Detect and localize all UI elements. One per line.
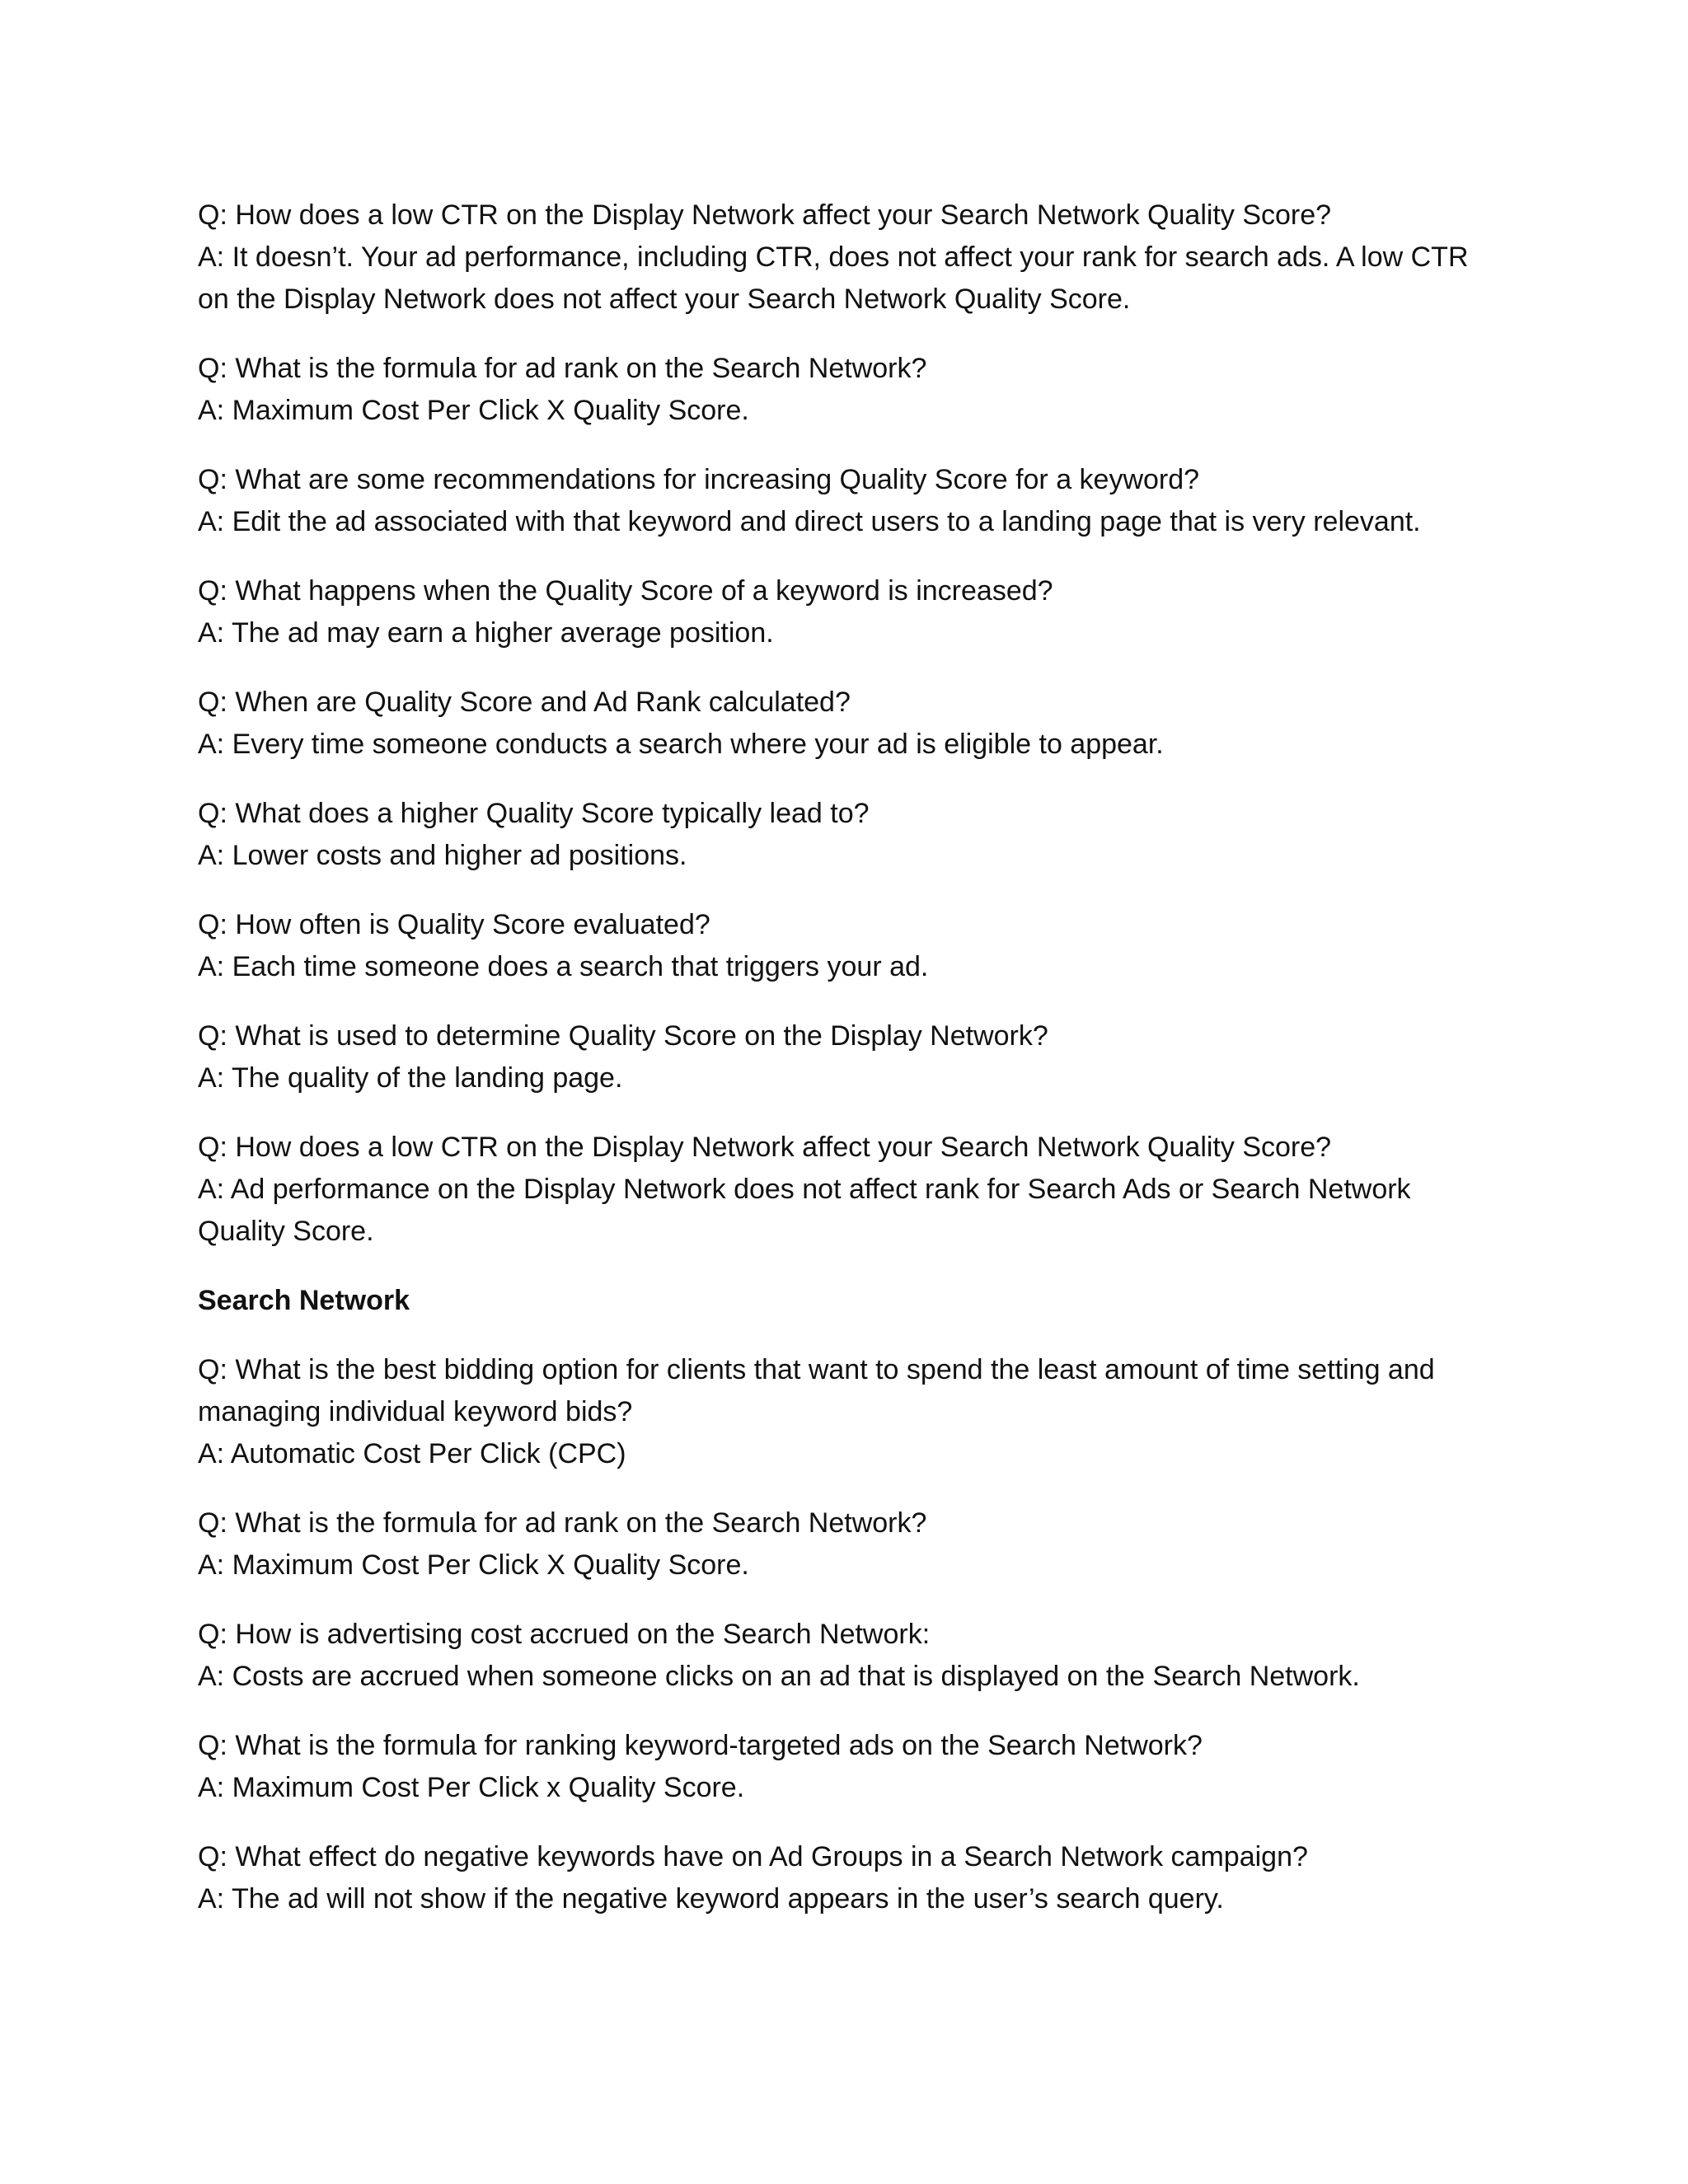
question-text: Q: How does a low CTR on the Display Network affect your Search Network Quality Score? (198, 1132, 1332, 1163)
question-text: Q: How is advertising cost accrued on the Search Network: (198, 1619, 931, 1650)
qa-item (198, 1836, 1500, 1920)
question-text: Q: What is the formula for ad rank on the Search Network? (198, 353, 927, 384)
question-text: Q: What is the formula for ad rank on the Search Network? (198, 1507, 927, 1539)
answer-text: A: Maximum Cost Per Click X Quality Score. (198, 395, 749, 426)
answer-text: A: Maximum Cost Per Click x Quality Score. (198, 1772, 745, 1803)
qa-item (198, 1127, 1500, 1253)
qa-item (198, 1015, 1500, 1099)
answer-text: A: Ad performance on the Display Network does not affect rank for Search Ads or Search Network Quality Score. (198, 1174, 1411, 1247)
question-text: Q: What effect do negative keywords have on Ad Groups in a Search Network campaign? (198, 1841, 1308, 1872)
answer-text: A: Automatic Cost Per Click (CPC) (198, 1438, 626, 1469)
question-text: Q: What is the formula for ranking keyword-targeted ads on the Search Network? (198, 1730, 1203, 1761)
question-text: Q: How often is Quality Score evaluated? (198, 909, 710, 940)
answer-text: A: Every time someone conducts a search where your ad is eligible to appear. (198, 729, 1164, 760)
answer-text: A: Maximum Cost Per Click X Quality Score. (198, 1549, 749, 1581)
answer-text: A: Costs are accrued when someone clicks on an ad that is displayed on the Search Network. (198, 1661, 1360, 1692)
qa-item (198, 348, 1500, 432)
answer-text: A: The ad will not show if the negative keyword appears in the user’s search query. (198, 1883, 1224, 1915)
answer-text: A: Lower costs and higher ad positions. (198, 840, 687, 871)
qa-item (198, 1614, 1500, 1698)
qa-item (198, 793, 1500, 877)
qa-item (198, 570, 1500, 654)
answer-text: A: Edit the ad associated with that keyword and direct users to a landing page that is very relevant. (198, 506, 1421, 537)
question-text: Q: What is used to determine Quality Score on the Display Network? (198, 1020, 1048, 1052)
question-text: Q: How does a low CTR on the Display Network affect your Search Network Quality Score? (198, 199, 1332, 231)
qa-item (198, 459, 1500, 543)
answer-text: A: Each time someone does a search that triggers your ad. (198, 951, 929, 982)
qa-item (198, 904, 1500, 988)
answer-text: A: It doesn’t. Your ad performance, including CTR, does not affect your rank for search ads. A low CTR on the Display Network does not affect your Search Network Quality Score. (198, 241, 1469, 315)
document-body (198, 194, 1500, 1947)
qa-item (198, 1349, 1500, 1475)
qa-item (198, 1502, 1500, 1586)
section-heading: Search Network (198, 1285, 410, 1316)
qa-item (198, 194, 1500, 321)
answer-text: A: The ad may earn a higher average position. (198, 617, 774, 649)
question-text: Q: When are Quality Score and Ad Rank calculated? (198, 687, 851, 718)
answer-text: A: The quality of the landing page. (198, 1062, 623, 1094)
qa-item (198, 682, 1500, 766)
question-text: Q: What is the best bidding option for clients that want to spend the least amount of time setting and managing individual keyword bids? (198, 1354, 1435, 1427)
question-text: Q: What does a higher Quality Score typically lead to? (198, 798, 870, 829)
question-text: Q: What are some recommendations for increasing Quality Score for a keyword? (198, 464, 1200, 495)
qa-item (198, 1725, 1500, 1809)
question-text: Q: What happens when the Quality Score of a keyword is increased? (198, 575, 1053, 607)
